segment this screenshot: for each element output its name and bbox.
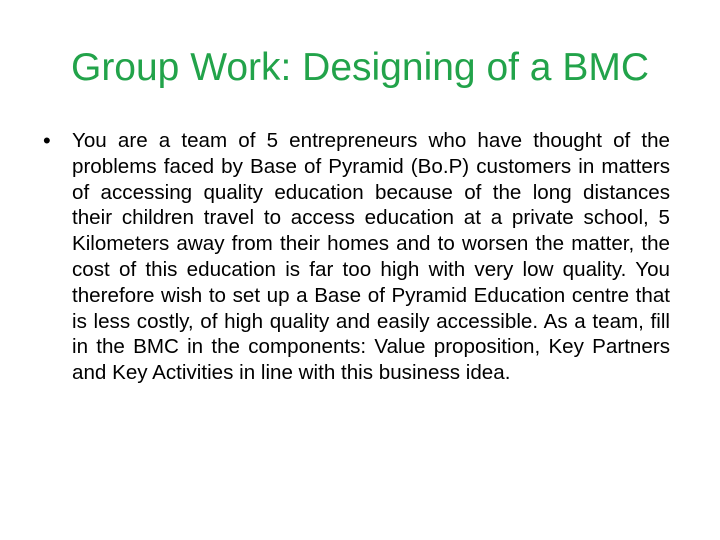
bullet-text: You are a team of 5 entrepreneurs who have thought of the problems faced by Base of Pyramid (Bo.P) customers in matters of accessing quality education because of the long distances their children travel to access education at a private school, 5 Kilometers away from their homes and to worsen the matter, the cost of this education is far too high with very low quality. You therefore wish to set up a Base of Pyramid Education centre that is less costly, of high quality and easily accessible. As a team, fill in the BMC in the components: Value proposition, Key Partners and Key Activities in line with this business idea.	[72, 129, 670, 385]
bullet-marker: •	[43, 128, 51, 153]
slide-title: Group Work: Designing of a BMC	[70, 46, 649, 89]
